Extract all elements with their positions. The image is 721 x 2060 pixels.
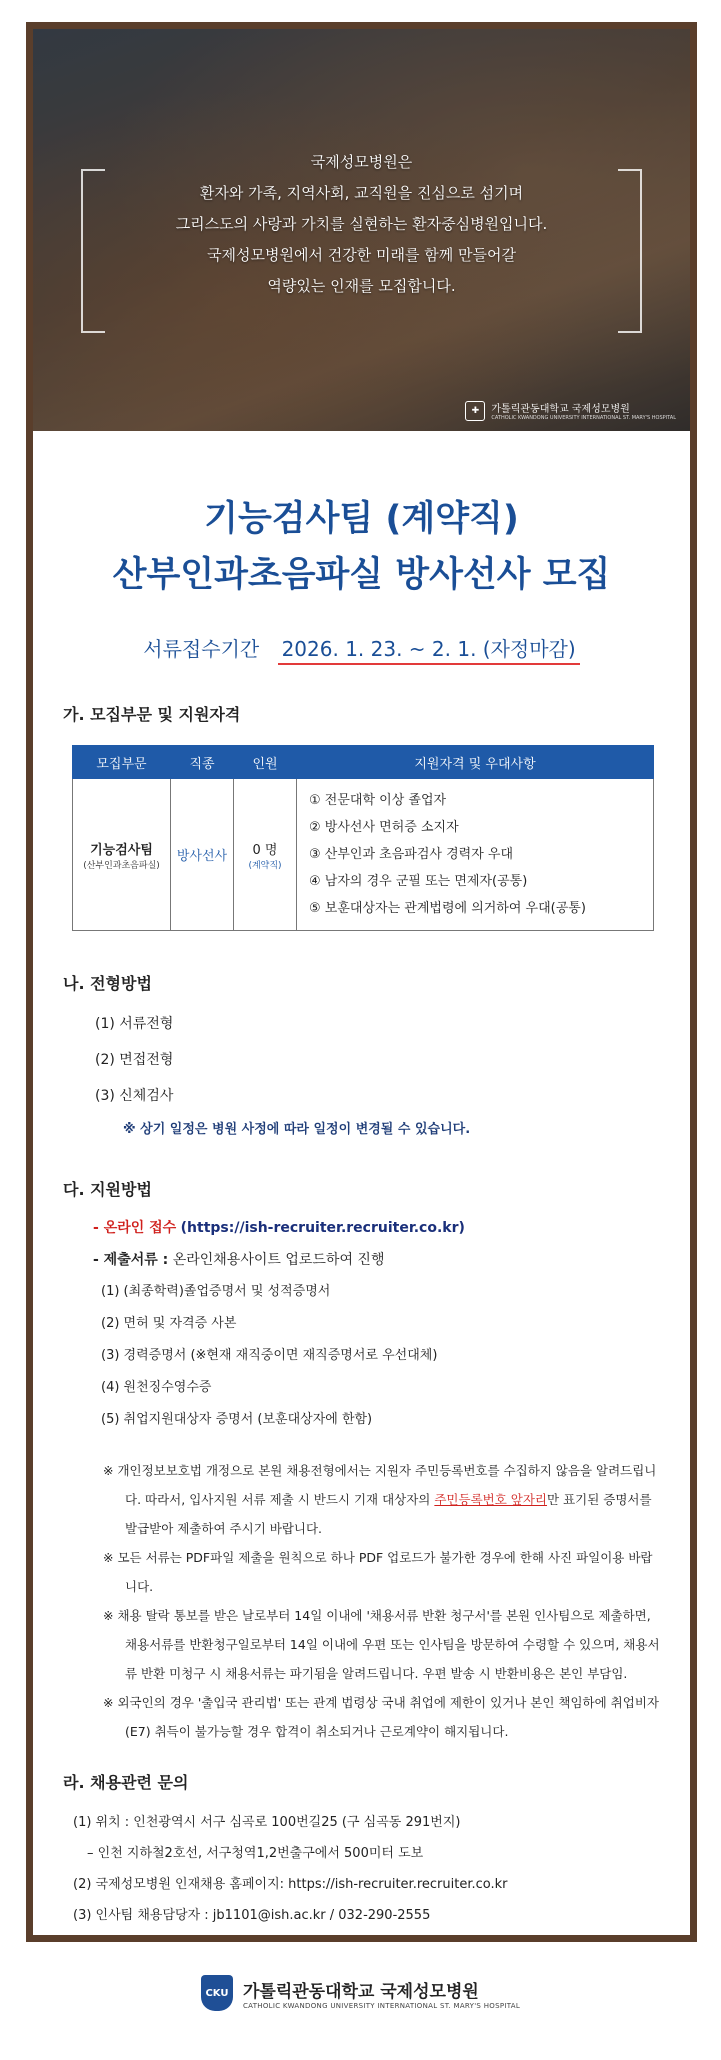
col-job: 직종	[171, 746, 234, 779]
footer-en: CATHOLIC KWANDONG UNIVERSITY INTERNATIONAL ST. MARY'S HOSPITAL	[242, 2001, 521, 2010]
poster-body	[33, 29, 690, 1935]
application-period	[33, 633, 690, 662]
hero-logo-text: 가톨릭관동대학교 국제성모병원	[491, 404, 630, 415]
footer-name: 가톨릭관동대학교 국제성모병원	[242, 1981, 479, 2002]
count-cell	[234, 779, 297, 931]
note1-highlight: 주민등록번호 앞자리	[434, 1492, 548, 1507]
note-item: ※ 채용 탈락 통보를 받은 날로부터 14일 이내에 '채용서류 반환 청구서'를 본원 인사팀으로 제출하면, 채용서류를 반환청구일로부터 14일 이내에 우편 또는 인사팀을 방문하여 수령할 수 있으며, 채용서류 반환 미청구 시 채용서류는 파기됨을 알려드립니다. 우편 발송 시 반환비용은 본인 부담임.	[103, 1608, 660, 1681]
note-item: ※ 모든 서류는 PDF파일 제출을 원칙으로 하나 PDF 업로드가 불가한 경우에 한해 사진 파일이용 바랍니다.	[103, 1550, 653, 1594]
count-value: 0 명	[252, 842, 278, 858]
period-date: 2026. 1. 23. ~ 2. 1. (자정마감)	[278, 637, 580, 665]
note-item	[103, 1456, 660, 1543]
hero-line: 역량있는 인재를 모집합니다.	[267, 277, 456, 295]
dept-name: 기능검사팀	[90, 842, 153, 858]
list-item: (2) 면접전형	[95, 1052, 174, 1068]
right-bracket	[618, 169, 642, 333]
list-item: (1) 서류전형	[95, 1016, 174, 1032]
footer-logo	[0, 1975, 721, 2011]
qual-item: ② 방사선사 면허증 소지자	[309, 820, 459, 835]
contact-line: (1) 위치 : 인천광역시 서구 심곡로 100번길25 (구 심곡동 291번지)	[73, 1815, 461, 1830]
schedule-note: ※ 상기 일정은 병원 사정에 따라 일정이 변경될 수 있습니다.	[123, 1122, 471, 1137]
job-cell: 방사선사	[171, 779, 234, 931]
contact-line[interactable]: (2) 국제성모병원 인재채용 홈페이지: https://ish-recruiter.recruiter.co.kr	[73, 1877, 508, 1892]
recruit-link[interactable]: (https://ish-recruiter.recruiter.co.kr)	[180, 1220, 465, 1236]
docs-text: 온라인채용사이트 업로드하여 진행	[168, 1252, 385, 1268]
hero-message	[123, 147, 600, 302]
period-label: 서류접수기간	[143, 637, 260, 661]
doc-item: (1) (최종학력)졸업증명서 및 성적증명서	[101, 1284, 331, 1299]
title-line-2: 산부인과초음파실 방사선사 모집	[112, 555, 611, 595]
count-sub: (계약직)	[248, 860, 282, 871]
hospital-logo-icon: ✚	[465, 401, 485, 421]
left-bracket	[81, 169, 105, 333]
hero-line: 국제성모병원은	[310, 153, 413, 171]
qual-item: ③ 산부인과 초음파검사 경력자 우대	[309, 847, 513, 862]
quals-cell	[297, 779, 654, 931]
qual-item: ① 전문대학 이상 졸업자	[309, 793, 447, 808]
title-line-1: 기능검사팀 (계약직)	[204, 499, 519, 539]
hero-logo	[465, 400, 676, 421]
selection-steps	[95, 1006, 690, 1114]
online-label: 온라인 접수	[103, 1220, 177, 1236]
contact-line[interactable]: (3) 인사팀 채용담당자 : jb1101@ish.ac.kr / 032-290-2555	[73, 1908, 431, 1923]
hero-line: 국제성모병원에서 건강한 미래를 함께 만들어갈	[207, 246, 516, 264]
dept-sub: (산부인과초음파실)	[83, 860, 160, 871]
hero-logo-en: CATHOLIC KWANDONG UNIVERSITY INTERNATIONAL ST. MARY'S HOSPITAL	[491, 415, 676, 421]
university-shield-icon: CKU	[201, 1975, 233, 2011]
qual-item: ④ 남자의 경우 군필 또는 면제자(공통)	[309, 874, 528, 889]
doc-item: (2) 면허 및 자격증 사본	[101, 1316, 237, 1331]
doc-item: (3) 경력증명서 (※현재 재직중이면 재직증명서로 우선대체)	[101, 1348, 438, 1363]
apply-method	[93, 1212, 690, 1436]
doc-item: (5) 취업지원대상자 증명서 (보훈대상자에 한함)	[101, 1412, 373, 1427]
note1-text: ※ 개인정보보호법 개정으로 본원 채용전형에서는 지원자 주민등록번호를 수집하지 않음을 알려드립니다. 따라서, 입사지원 서류 제출 시 반드시 기재 대상자의	[103, 1463, 657, 1507]
section-a-heading: 가. 모집부문 및 지원자격	[63, 705, 241, 724]
dept-cell	[73, 779, 171, 931]
table-row	[73, 779, 654, 931]
list-item: (3) 신체검사	[95, 1088, 174, 1104]
contact-info	[73, 1807, 690, 1931]
online-prefix: -	[93, 1220, 104, 1236]
requirements-table	[72, 745, 654, 931]
note1-text-b: 만 표기된 증명서를 발급받아 제출하여 주시기 바랍니다.	[125, 1492, 652, 1536]
note-item: ※ 외국인의 경우 '출입국 관리법' 또는 관계 법령상 국내 취업에 제한이 있거나 본인 책임하에 취업비자(E7) 취득이 불가능할 경우 합격이 취소되거나 근로계약이 해지됩니다.	[103, 1695, 659, 1739]
section-b-heading: 나. 전형방법	[63, 974, 152, 993]
hero-line: 환자와 가족, 지역사회, 교직원을 진심으로 섬기며	[199, 184, 524, 202]
col-quals: 지원자격 및 우대사항	[297, 746, 654, 779]
doc-item: (4) 원천징수영수증	[101, 1380, 212, 1395]
section-d-heading: 라. 채용관련 문의	[63, 1773, 189, 1792]
col-dept: 모집부문	[73, 746, 171, 779]
page-title	[33, 491, 690, 603]
hero-line: 그리스도의 사랑과 가치를 실현하는 환자중심병원입니다.	[175, 215, 548, 233]
qual-item: ⑤ 보훈대상자는 관계법령에 의거하여 우대(공통)	[309, 901, 586, 916]
col-count: 인원	[234, 746, 297, 779]
hero-banner	[33, 29, 690, 431]
contact-line: – 인천 지하철2호선, 서구청역1,2번출구에서 500미터 도보	[87, 1846, 424, 1861]
docs-label: - 제출서류 :	[93, 1252, 169, 1268]
section-c-heading: 다. 지원방법	[63, 1180, 152, 1199]
apply-notes	[103, 1456, 660, 1746]
poster-frame	[26, 22, 697, 1942]
